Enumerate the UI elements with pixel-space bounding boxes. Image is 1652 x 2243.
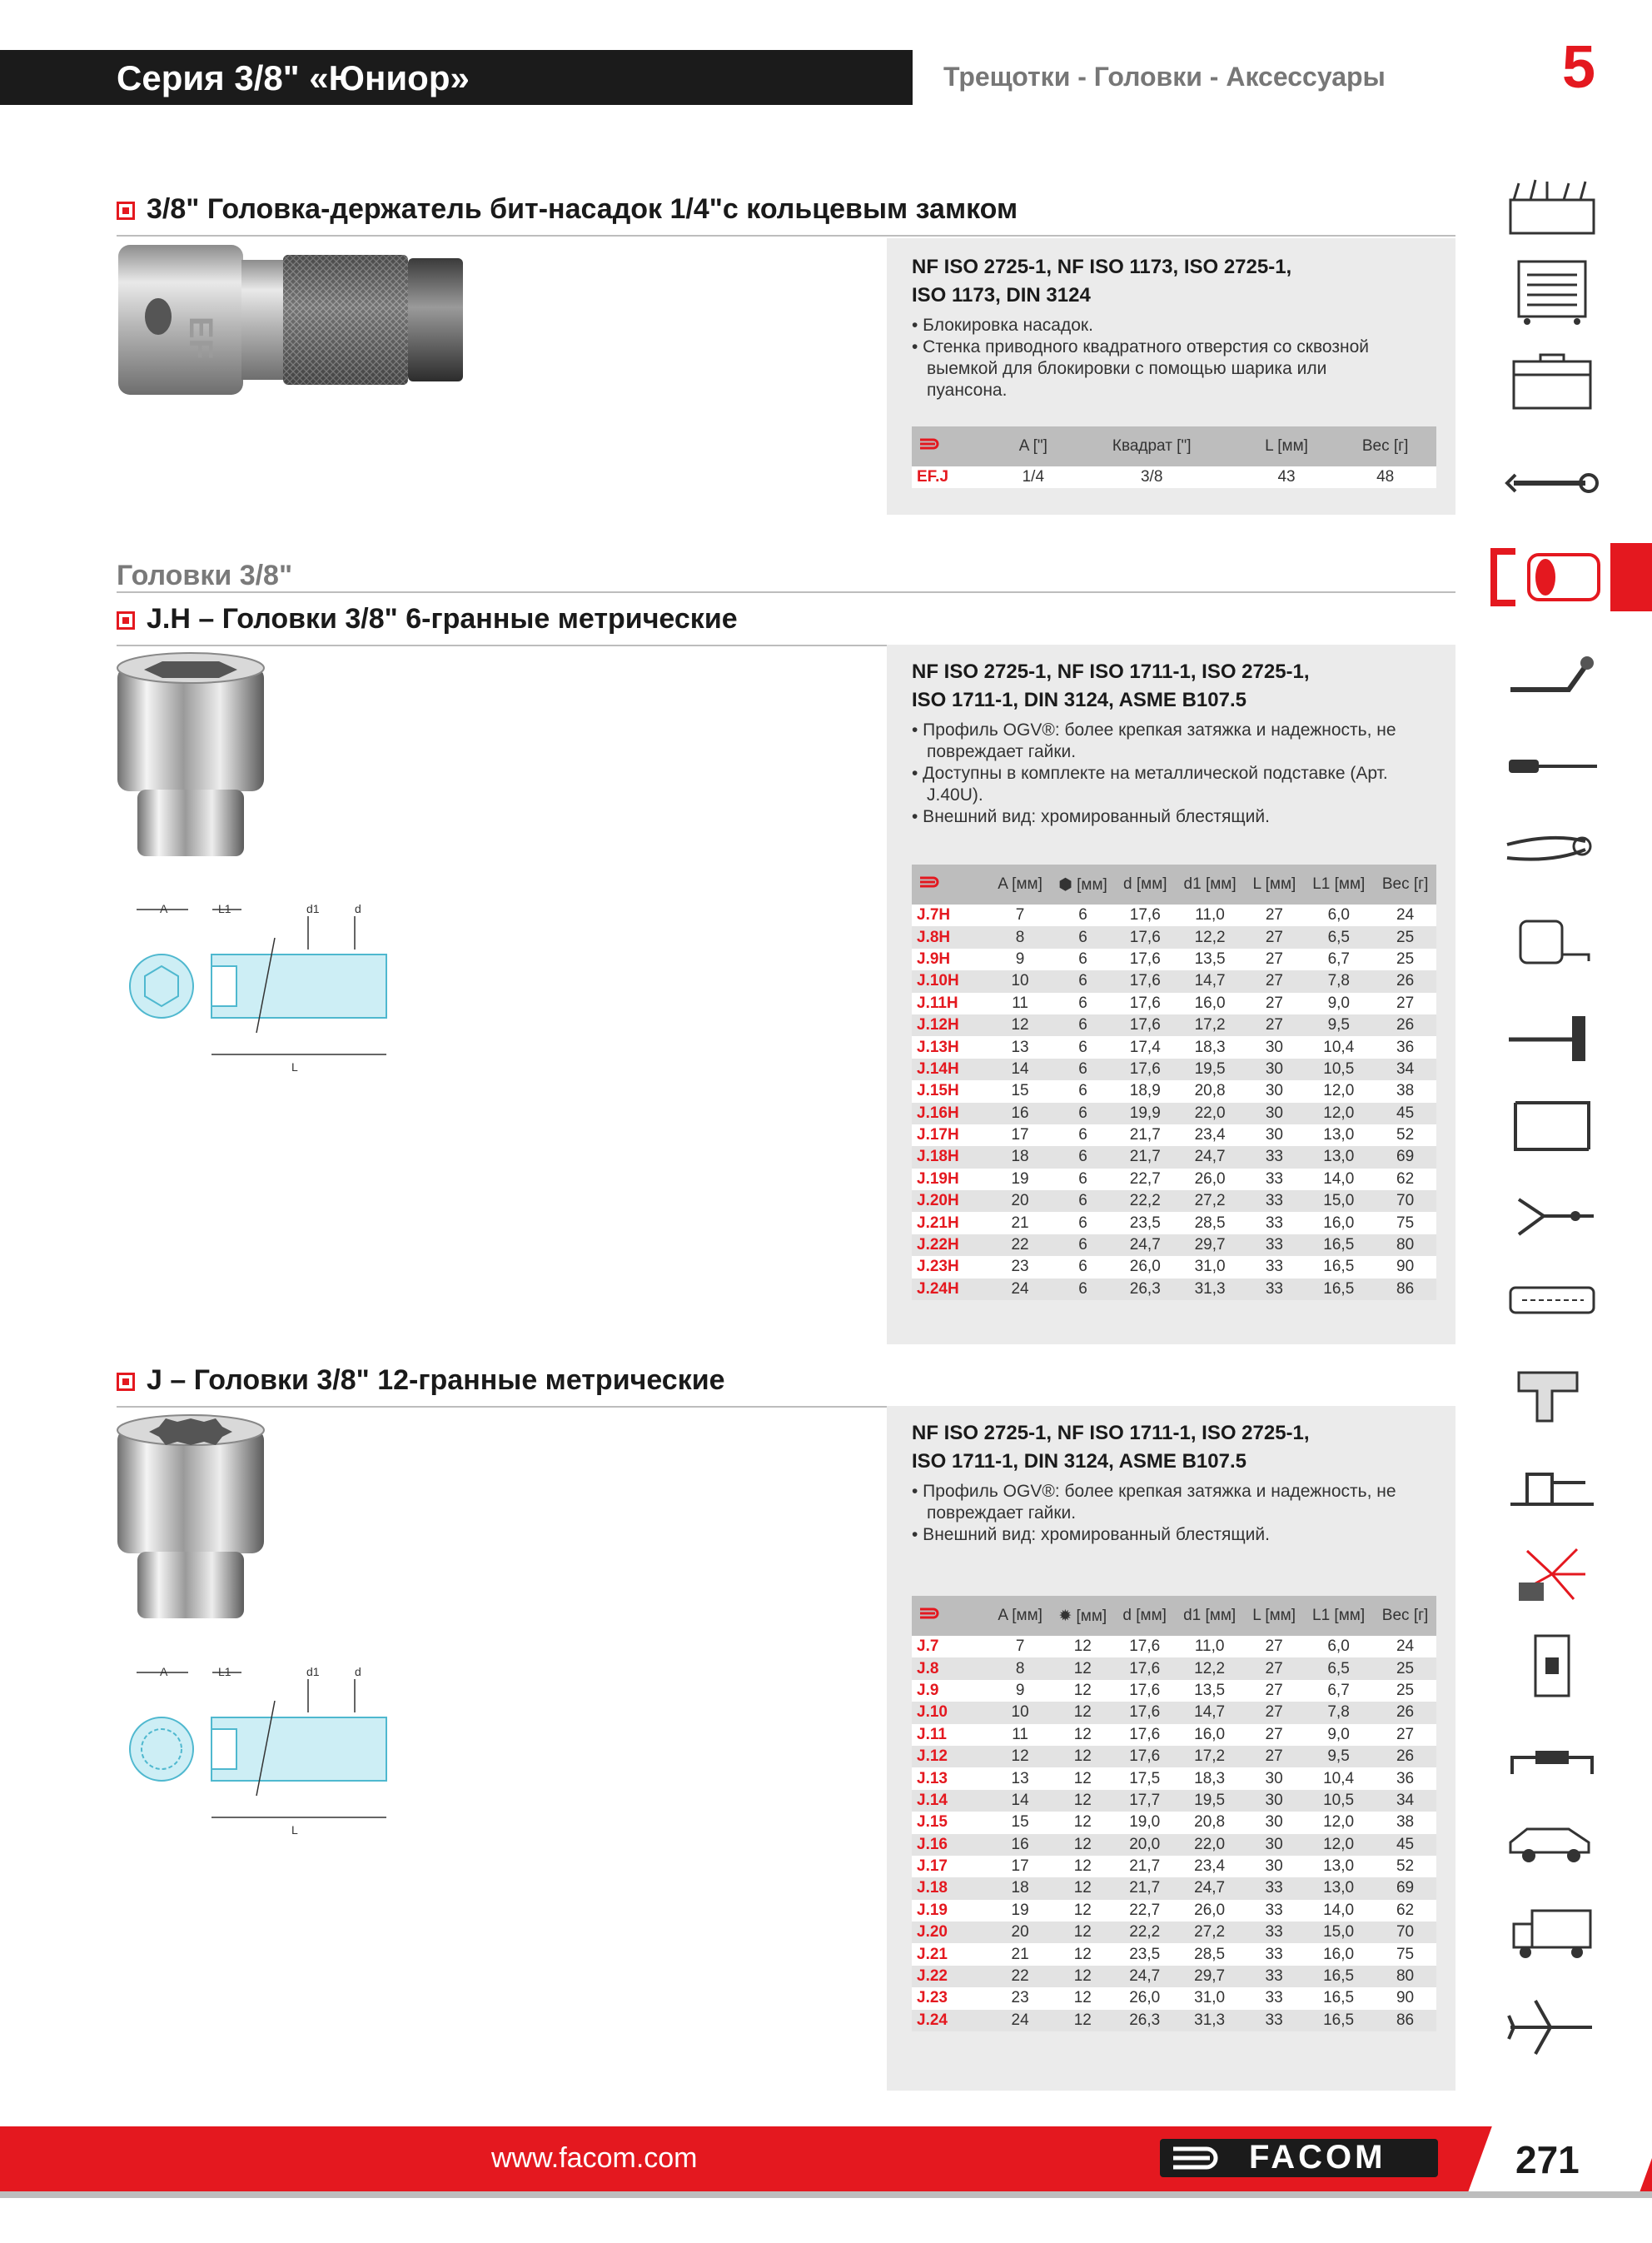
table-row: J.10 10 12 17,6 14,7 27 7,8 26 [912,1702,1436,1723]
feature-list: • Блокировка насадок. • Стенка приводного квадратного отверстия со сквозной выемкой для блокировки с помощью шарика или пуансона. [912,316,1369,400]
table-row: EF.J 1/4 3/8 43 48 [912,466,1436,488]
section-bullet-icon [117,1373,135,1391]
table-row: J.19 19 12 22,7 26,0 33 14,0 62 [912,1900,1436,1922]
car-icon[interactable] [1502,1807,1602,1874]
facom-logo-icon [912,1596,990,1636]
table-row: J.8H 8 6 17,6 12,2 27 6,5 25 [912,926,1436,948]
svg-text:EF: EF [182,317,219,360]
vice-icon[interactable] [1502,1449,1602,1516]
truck-icon[interactable] [1502,1899,1602,1966]
airplane-icon[interactable] [1502,1991,1602,2057]
feature-list: • Профиль OGV®: более крепкая затяжка и надежность, не повреждает гайки. • Внешний вид: хромированный блестящий. [912,1482,1396,1544]
section-bullet-icon [117,611,135,630]
table-row: J.9 9 12 17,6 13,5 27 6,7 25 [912,1680,1436,1702]
table-row: J.11 11 12 17,6 16,0 27 9,0 27 [912,1724,1436,1746]
svg-text:L: L [291,1823,298,1837]
table-row: J.19H 19 6 22,7 26,0 33 14,0 62 [912,1169,1436,1190]
hacksaw-icon[interactable] [1502,1091,1602,1158]
standards: NF ISO 2725-1, NF ISO 1173, ISO 2725-1, ISO 1173, DIN 3124 [912,256,1292,307]
section-bullet-icon [117,202,135,220]
tool-case-icon[interactable] [1502,350,1602,416]
table-row: J.24 24 12 26,3 31,3 33 16,5 86 [912,2010,1436,2031]
puller-icon[interactable] [1502,1183,1602,1249]
safety-tools-icon[interactable] [1502,1541,1602,1607]
table-row: J.18 18 12 21,7 24,7 33 13,0 69 [912,1877,1436,1899]
table-row: J.7 7 12 17,6 11,0 27 6,0 24 [912,1636,1436,1657]
table-row: J.18H 18 6 21,7 24,7 33 13,0 69 [912,1146,1436,1168]
table-row: J.14 14 12 17,7 19,5 30 10,5 34 [912,1790,1436,1812]
side-nav [1490,167,1652,2116]
toolbox-icon[interactable] [1502,175,1602,242]
group-heading: Головки 3/8" [117,560,1455,593]
footer-rule [0,2191,1652,2198]
table-row: J.14H 14 6 17,6 19,5 30 10,5 34 [912,1059,1436,1080]
tester-icon[interactable] [1502,1266,1602,1333]
info-panel-6pt [887,645,1455,1344]
table-row: J.21 21 12 23,5 28,5 33 16,0 75 [912,1943,1436,1965]
bit-holder-image [117,242,466,400]
facom-logo-icon [912,865,990,905]
socket-6pt-image [112,650,271,866]
electrical-icon[interactable] [1502,1632,1602,1699]
table-row: J.20H 20 6 22,2 27,2 33 15,0 70 [912,1190,1436,1212]
chapter-number: 5 [1562,34,1596,101]
table-row: J.23H 23 6 26,0 31,0 33 16,5 90 [912,1256,1436,1278]
svg-text:A: A [160,902,168,915]
table-row: J.15 15 12 19,0 20,8 30 12,0 38 [912,1812,1436,1833]
socket-6pt-diagram [125,900,391,1074]
svg-text:d1: d1 [306,902,320,915]
hammer-icon[interactable] [1502,999,1602,1066]
feature-list: • Профиль OGV®: более крепкая затяжка и надежность, не повреждает гайки. • Доступны в комплекте на металлической подставке (Арт. J.40U). • Внешний вид: хромированный блестящий. [912,720,1396,826]
info-panel-12pt [887,1406,1455,2091]
table-row: J.17H 17 6 21,7 23,4 30 13,0 52 [912,1124,1436,1146]
table-row: J.23 23 12 26,0 31,0 33 16,5 90 [912,1987,1436,2009]
svg-text:L1: L1 [218,1665,231,1678]
svg-text:L1: L1 [218,902,231,915]
nav-tab-sockets[interactable] [1490,543,1652,611]
facom-logo-icon [1170,2146,1228,2171]
socket-icon [1524,550,1604,605]
svg-text:d: d [355,902,361,915]
spec-table-6pt: A [мм] ⬢ [мм] d [мм] d1 [мм] L [мм] L1 [мм] Вес [г] J.7H 7 6 17,6 11,0 27 6,0 24 J.8H 8 6 17,6 12,2 27 6,5 25 J.9H 9 6 17,6 13,5 27 6,7 25 J.10H 10 6 17,6 14,7 27 7,8 26 J.11H 11 6 17,6 16,0 27 9,0 27 J.12H 12 6 17,6 17,2 27 9,5 26 J.13H 13 6 17,4 18,3 30 10,4 36 J.14H 14 6 17,6 19,5 30 10,5 34 J.15H 15 6 18,9 20,8 30 12,0 38 J.16H 16 6 19,9 22,0 30 12,0 45 J.17H 17 6 21,7 23,4 30 13,0 52 J.18H 18 6 21,7 24,7 33 13,0 69 J.19H 19 6 22,7 26,0 33 14,0 62 J.20H 20 6 22,2 27,2 33 15,0 70 J.21H 21 6 23,5 28,5 33 16,0 75 J.22H 22 6 24,7 29,7 33 16,5 80 J.23H 23 6 26,0 31,0 33 16,5 90 J.24H 24 6 26,3 31,3 33 16,5 86 [912,865,1436,1300]
socket-12pt-diagram [125,1662,391,1837]
screwdriver-icon[interactable] [1502,733,1602,800]
table-row: J.13 13 12 17,5 18,3 30 10,4 36 [912,1767,1436,1789]
socket-12pt-image [112,1412,271,1628]
hex-profile-icon: ⬢ [1058,875,1072,894]
impact-wrench-icon[interactable] [1502,1358,1602,1424]
table-row: J.16H 16 6 19,9 22,0 30 12,0 45 [912,1103,1436,1124]
table-row: J.15H 15 6 18,9 20,8 30 12,0 38 [912,1080,1436,1102]
svg-text:d: d [355,1665,361,1678]
brand-name: FACOM [1249,2139,1386,2176]
spec-table-adapter: A ["] Квадрат ["] L [мм] Вес [г] EF.J 1/4 3/8 43 48 [912,426,1436,488]
table-row: J.16 16 12 20,0 22,0 30 12,0 45 [912,1834,1436,1856]
spec-table-12pt: A [мм] ✹ [мм] d [мм] d1 [мм] L [мм] L1 [мм] Вес [г] J.7 7 12 17,6 11,0 27 6,0 24 J.8 8 12 17,6 12,2 27 6,5 25 J.9 9 12 17,6 13,5 27 6,7 25 J.10 10 12 17,6 14,7 27 7,8 26 J.11 11 12 17,6 16,0 27 9,0 27 J.12 12 12 17,6 17,2 27 9,5 26 J.13 13 12 17,5 18,3 30 10,4 36 J.14 14 12 17,7 19,5 30 10,5 34 J.15 15 12 19,0 20,8 30 12,0 38 J.16 16 12 20,0 22,0 30 12,0 45 J.17 17 12 21,7 23,4 30 13,0 52 J.18 18 12 21,7 24,7 33 13,0 69 J.19 19 12 22,7 26,0 33 14,0 62 J.20 20 12 22,2 27,2 33 15,0 70 J.21 21 12 23,5 28,5 33 16,0 75 J.22 22 12 24,7 29,7 33 16,5 80 J.23 23 12 26,0 31,0 33 16,5 90 J.24 24 12 26,3 31,3 33 16,5 86 [912,1596,1436,2031]
standards: NF ISO 2725-1, NF ISO 1711-1, ISO 2725-1, ISO 1711-1, DIN 3124, ASME B107.5 [912,1422,1310,1473]
table-row: J.11H 11 6 17,6 16,0 27 9,0 27 [912,993,1436,1014]
table-row: J.9H 9 6 17,6 13,5 27 6,7 25 [912,949,1436,970]
table-row: J.8 8 12 17,6 12,2 27 6,5 25 [912,1657,1436,1679]
table-row: J.12H 12 6 17,6 17,2 27 9,5 26 [912,1014,1436,1036]
page-number: 271 [1515,2138,1580,2181]
table-row: J.12 12 12 17,6 17,2 27 9,5 26 [912,1746,1436,1767]
table-row: J.10H 10 6 17,6 14,7 27 7,8 26 [912,970,1436,992]
pliers-icon[interactable] [1502,816,1602,883]
website-link[interactable]: www.facom.com [491,2142,698,2174]
table-row: J.7H 7 6 17,6 11,0 27 6,0 24 [912,905,1436,926]
table-row: J.17 17 12 21,7 23,4 30 13,0 52 [912,1856,1436,1877]
facom-logo-icon [912,426,1002,466]
wrench-icon[interactable] [1502,450,1602,516]
section-heading-6pt: J.H – Головки 3/8" 6-гранные метрические [117,603,1455,646]
twelve-point-profile-icon: ✹ [1058,1607,1072,1625]
table-row: J.22 22 12 24,7 29,7 33 16,5 80 [912,1966,1436,1987]
table-row: J.21H 21 6 23,5 28,5 33 16,0 75 [912,1212,1436,1234]
page-subtitle: Трещотки - Головки - Аксессуары [943,62,1386,92]
ratchet-icon[interactable] [1502,650,1602,716]
page-title: Серия 3/8" «Юниор» [117,58,470,97]
section-heading-adapter: 3/8" Головка-держатель бит-насадок 1/4"с кольцевым замком [117,193,1455,237]
handle-icon[interactable] [1502,1724,1602,1791]
table-row: J.20 20 12 22,2 27,2 33 15,0 70 [912,1922,1436,1943]
table-row: J.24H 24 6 26,3 31,3 33 16,5 86 [912,1279,1436,1300]
tool-cabinet-icon[interactable] [1502,258,1602,325]
tape-measure-icon[interactable] [1502,908,1602,974]
svg-text:A: A [160,1665,168,1678]
table-row: J.13H 13 6 17,4 18,3 30 10,4 36 [912,1036,1436,1058]
table-row: J.22H 22 6 24,7 29,7 33 16,5 80 [912,1234,1436,1256]
info-panel-adapter [887,238,1455,515]
standards: NF ISO 2725-1, NF ISO 1711-1, ISO 2725-1, ISO 1711-1, DIN 3124, ASME B107.5 [912,660,1310,711]
svg-text:L: L [291,1060,298,1074]
svg-text:d1: d1 [306,1665,320,1678]
section-heading-12pt: J – Головки 3/8" 12-гранные метрические [117,1364,1455,1408]
